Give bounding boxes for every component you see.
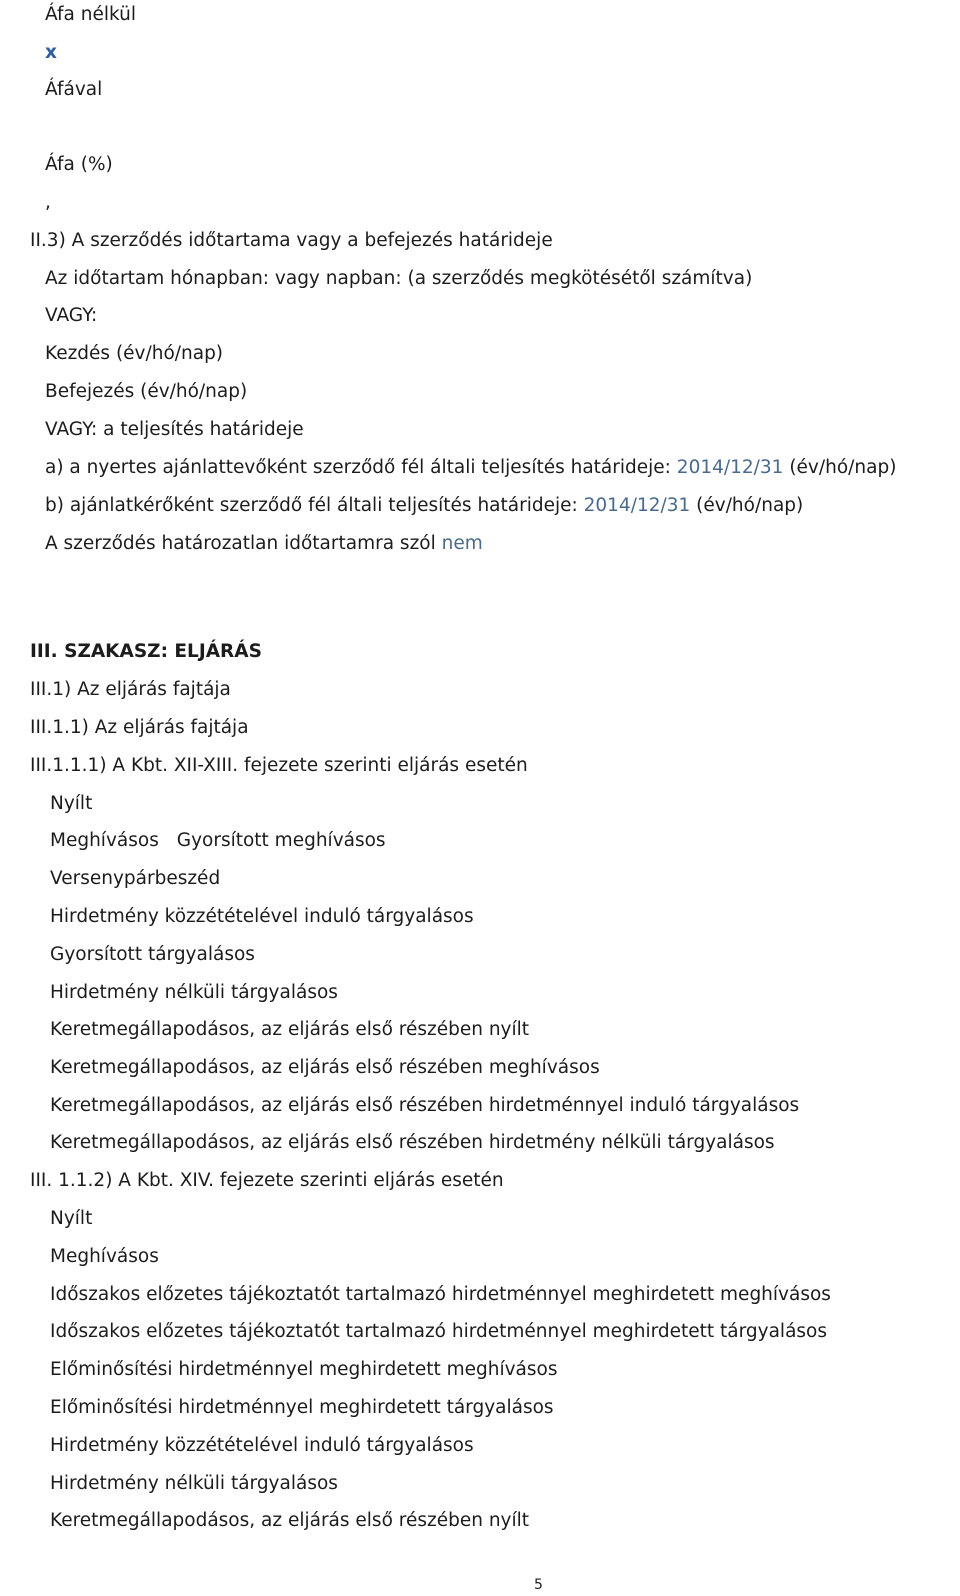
option-invited: Meghívásos bbox=[50, 830, 159, 851]
list-item: Időszakos előzetes tájékoztatót tartalmazó hirdetménnyel meghirdetett meghívásos bbox=[50, 1284, 831, 1305]
list-item: Nyílt bbox=[50, 1208, 93, 1229]
list-item: Hirdetmény nélküli tárgyalásos bbox=[50, 982, 338, 1003]
end-date-label: Befejezés (év/hó/nap) bbox=[45, 381, 248, 402]
or-deadline-label: VAGY: a teljesítés határideje bbox=[45, 419, 304, 440]
client-deadline-format: (év/hó/nap) bbox=[696, 495, 804, 516]
list-item: Keretmegállapodásos, az eljárás első részében hirdetmény nélküli tárgyalásos bbox=[50, 1132, 775, 1153]
vat-percent-label: Áfa (%) bbox=[45, 154, 113, 175]
option-invited-row bbox=[50, 829, 386, 853]
contractor-deadline-format: (év/hó/nap) bbox=[789, 457, 897, 478]
procedure-type-subheading: III.1.1) Az eljárás fajtája bbox=[30, 717, 249, 738]
client-deadline-label: b) ajánlatkérőként szerződő fél általi teljesítés határideje: bbox=[45, 495, 578, 516]
duration-months-days: Az időtartam hónapban: vagy napban: (a szerződés megkötésétől számítva) bbox=[45, 268, 753, 289]
contractor-deadline bbox=[45, 456, 896, 480]
list-item: Versenypárbeszéd bbox=[50, 868, 221, 889]
section-title: III. SZAKASZ: ELJÁRÁS bbox=[30, 641, 262, 662]
list-item: Előminősítési hirdetménnyel meghirdetett tárgyalásos bbox=[50, 1397, 554, 1418]
list-item: Keretmegállapodásos, az eljárás első részében nyílt bbox=[50, 1510, 530, 1531]
list-item: Keretmegállapodásos, az eljárás első részében hirdetménnyel induló tárgyalásos bbox=[50, 1095, 800, 1116]
procedure-xii-xiii-heading: III.1.1.1) A Kbt. XII-XIII. fejezete szerinti eljárás esetén bbox=[30, 755, 528, 776]
option-open: Nyílt bbox=[50, 793, 93, 814]
contractor-deadline-label: a) a nyertes ajánlattevőként szerződő fél általi teljesítés határideje: bbox=[45, 457, 671, 478]
list-item: Hirdetmény nélküli tárgyalásos bbox=[50, 1473, 338, 1494]
option-fast-invited: Gyorsított meghívásos bbox=[176, 830, 386, 851]
list-item: Meghívásos bbox=[50, 1246, 159, 1267]
indefinite-duration-label: A szerződés határozatlan időtartamra szól bbox=[45, 533, 436, 554]
indefinite-duration bbox=[45, 532, 483, 556]
or-label-1: VAGY: bbox=[45, 305, 98, 326]
list-item: Gyorsított tárgyalásos bbox=[50, 944, 255, 965]
vat-without-label: Áfa nélkül bbox=[45, 4, 136, 25]
indefinite-duration-value: nem bbox=[441, 533, 483, 554]
list-item: Előminősítési hirdetménnyel meghirdetett meghívásos bbox=[50, 1359, 558, 1380]
procedure-xiv-heading: III. 1.1.2) A Kbt. XIV. fejezete szerinti eljárás esetén bbox=[30, 1170, 504, 1191]
page-number: 5 bbox=[534, 1577, 543, 1593]
vat-with-label: Áfával bbox=[45, 79, 103, 100]
vat-selection-mark: x bbox=[45, 42, 57, 63]
client-deadline-date: 2014/12/31 bbox=[583, 495, 691, 516]
client-deadline bbox=[45, 494, 803, 518]
list-item: Hirdetmény közzétételével induló tárgyalásos bbox=[50, 906, 474, 927]
duration-heading: II.3) A szerződés időtartama vagy a befejezés határideje bbox=[30, 230, 553, 251]
start-date-label: Kezdés (év/hó/nap) bbox=[45, 343, 224, 364]
list-item: Időszakos előzetes tájékoztatót tartalmazó hirdetménnyel meghirdetett tárgyalásos bbox=[50, 1321, 828, 1342]
list-item: Keretmegállapodásos, az eljárás első részében meghívásos bbox=[50, 1057, 600, 1078]
list-item: Keretmegállapodásos, az eljárás első részében nyílt bbox=[50, 1019, 530, 1040]
procedure-type-heading: III.1) Az eljárás fajtája bbox=[30, 679, 231, 700]
contractor-deadline-date: 2014/12/31 bbox=[676, 457, 784, 478]
vat-percent-value: , bbox=[45, 192, 51, 213]
list-item: Hirdetmény közzétételével induló tárgyalásos bbox=[50, 1435, 474, 1456]
